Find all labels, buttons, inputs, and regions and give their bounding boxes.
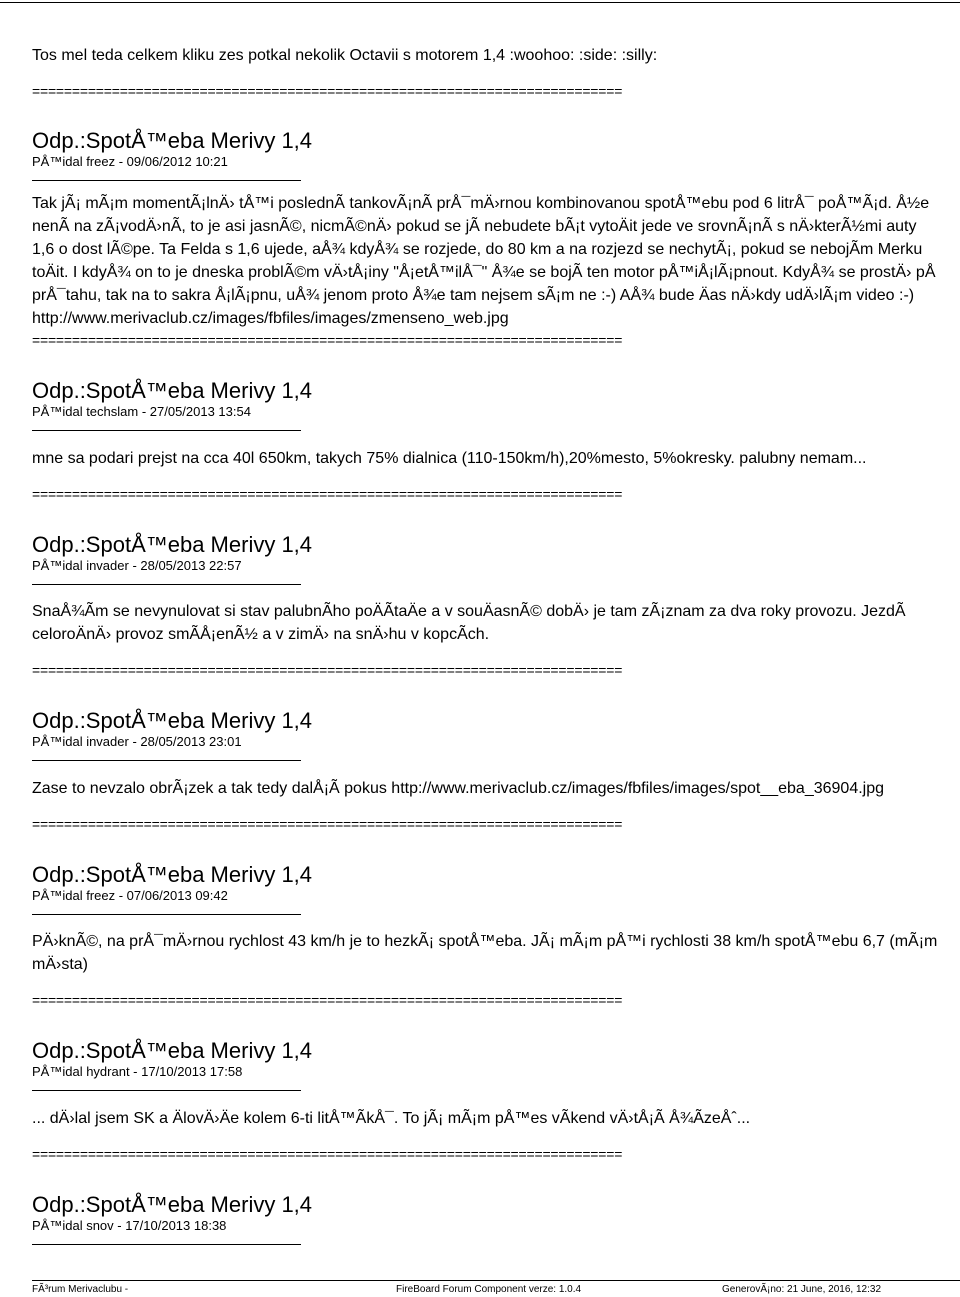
separator: ========================================================================== [32,663,623,677]
post-title: Odp.:SpotÅ™eba Merivy 1,4 [32,1192,313,1217]
post-body-line: Zase to nevzalo obrÃ¡zek a tak tedy dalÅ¡Ã pokus http://www.merivaclub.cz/images/fbfiles/images/spot__eba_36904.jpg [32,780,885,797]
post-body-line: ... dÄ›lal jsem SK a ÄlovÄ›Äe kolem 6-ti litÅ™ÃkÅ¯. To jÃ¡ mÃ¡m pÅ™es vÃkend vÄ›tÅ¡Ã Å¾ÃzeÅˆ... [32,1110,751,1127]
post-body [32,447,960,470]
post-body-line: toÄit. I kdyÅ¾ on to je dneska problÃ©m vÄ›tÅ¡iny "Å¡etÅ™ilÅ¯" Å¾e se bojÃ ten motor pÅ™iÅ¡lÃ¡pnout. KdyÅ¾ se prostÄ› pÅ [32,264,936,281]
post-meta: PÅ™idal freez - 09/06/2012 10:21 [32,154,228,169]
separator: ========================================================================== [32,487,623,501]
post [32,532,960,646]
meta-rule [32,584,301,585]
meta-rule [32,180,301,181]
footer-generated: GenerovÃ¡no: 21 June, 2016, 12:32 [722,1284,882,1295]
meta-rule [32,914,301,915]
post-title: Odp.:SpotÅ™eba Merivy 1,4 [32,378,313,403]
post-body-line: 1,6 o dost lÃ©pe. Ta Felda s 1,6 ujede, aÅ¾ kdyÅ¾ se rozjede, do 80 km a na rozjezd se nechytÃ¡, pokud se nebojÃm Merku [32,241,923,258]
post-body [32,600,960,646]
post-body-line: Tak jÃ¡ mÃ¡m momentÃ¡lnÄ› tÅ™i poslednÃ tankovÃ¡nÃ prÅ¯mÄ›rnou kombinovanou spotÅ™ebu pod 6 litrÅ¯ poÅ™Ã¡d. Å½e [32,195,930,212]
page-footer [0,1280,960,1297]
post-title: Odp.:SpotÅ™eba Merivy 1,4 [32,128,313,153]
post-body-line: prÅ¯tahu, tak na to sakra Å¡lÃ¡pnu, uÅ¾ jenom proto Å¾e tam nejsem sÃ¡m ne :-) AÅ¾ bude Äas nÄ›kdy udÄ›lÃ¡m video :-) [32,287,915,304]
post-meta: PÅ™idal freez - 07/06/2013 09:42 [32,888,228,903]
separator: ========================================================================== [32,84,623,98]
post-title: Odp.:SpotÅ™eba Merivy 1,4 [32,532,313,557]
post [32,1192,960,1245]
post [32,862,960,976]
post-body [32,1107,960,1130]
post [32,1038,960,1130]
meta-rule [32,760,301,761]
post-body-line: SnaÅ¾Ãm se nevynulovat si stav palubnÃho poÄÃtaÄe a v souÄasnÃ© dobÄ› je tam zÃ¡znam za dva roky provozu. JezdÃ [32,603,906,620]
footer-rule [32,1280,960,1281]
meta-rule [32,1090,301,1091]
post-body-line: mÄ›sta) [32,956,88,973]
footer-component: FireBoard Forum Component verze: 1.0.4 [396,1284,582,1295]
separator: ========================================================================== [32,1147,623,1161]
post-body [32,192,960,330]
post-body-line: PÄ›knÃ©, na prÅ¯mÄ›rnou rychlost 43 km/h je to hezkÃ¡ spotÅ™eba. JÃ¡ mÃ¡m pÅ™i rychlosti 38 km/h spotÅ™ebu 6,7 (mÃ¡m [32,933,938,950]
post-title: Odp.:SpotÅ™eba Merivy 1,4 [32,708,313,733]
intro-text: Tos mel teda celkem kliku zes potkal nekolik Octavii s motorem 1,4 :woohoo: :side: :silly: [32,47,658,64]
post-meta: PÅ™idal hydrant - 17/10/2013 17:58 [32,1064,243,1079]
post-meta: PÅ™idal invader - 28/05/2013 23:01 [32,734,242,749]
post-title: Odp.:SpotÅ™eba Merivy 1,4 [32,862,313,887]
post [32,128,960,330]
post-body-line: celoroÄnÄ› provoz smÃÅ¡enÃ½ a v zimÄ› na snÄ›hu v kopcÃch. [32,626,490,643]
post-body [32,777,960,800]
post-meta: PÅ™idal invader - 28/05/2013 22:57 [32,558,242,573]
post [32,378,960,470]
top-rule [0,2,960,3]
post-body-line: mne sa podari prejst na cca 40l 650km, takych 75% dialnica (110-150km/h),20%mesto, 5%okresky. palubny nemam... [32,450,867,467]
post-meta: PÅ™idal techslam - 27/05/2013 13:54 [32,404,251,419]
post-body-line: nenÃ na zÃ¡vodÄ›nÃ, to je asi jasnÃ©, nicmÃ©nÄ› pokud se jÃ nebudete bÃ¡t vytoÄit jede ve srovnÃ¡nÃ s nÄ›kterÃ½mi auty [32,218,917,235]
footer-site-name: FÃ³rum Merivaclubu - [32,1284,129,1295]
separator: ========================================================================== [32,333,623,347]
post-title: Odp.:SpotÅ™eba Merivy 1,4 [32,1038,313,1063]
post-meta: PÅ™idal snov - 17/10/2013 18:38 [32,1218,227,1233]
post [32,708,960,800]
separator: ========================================================================== [32,817,623,831]
meta-rule [32,1244,301,1245]
post-body [32,930,960,976]
separator: ========================================================================== [32,993,623,1007]
meta-rule [32,430,301,431]
post-body-line: http://www.merivaclub.cz/images/fbfiles/images/zmenseno_web.jpg [32,310,509,327]
